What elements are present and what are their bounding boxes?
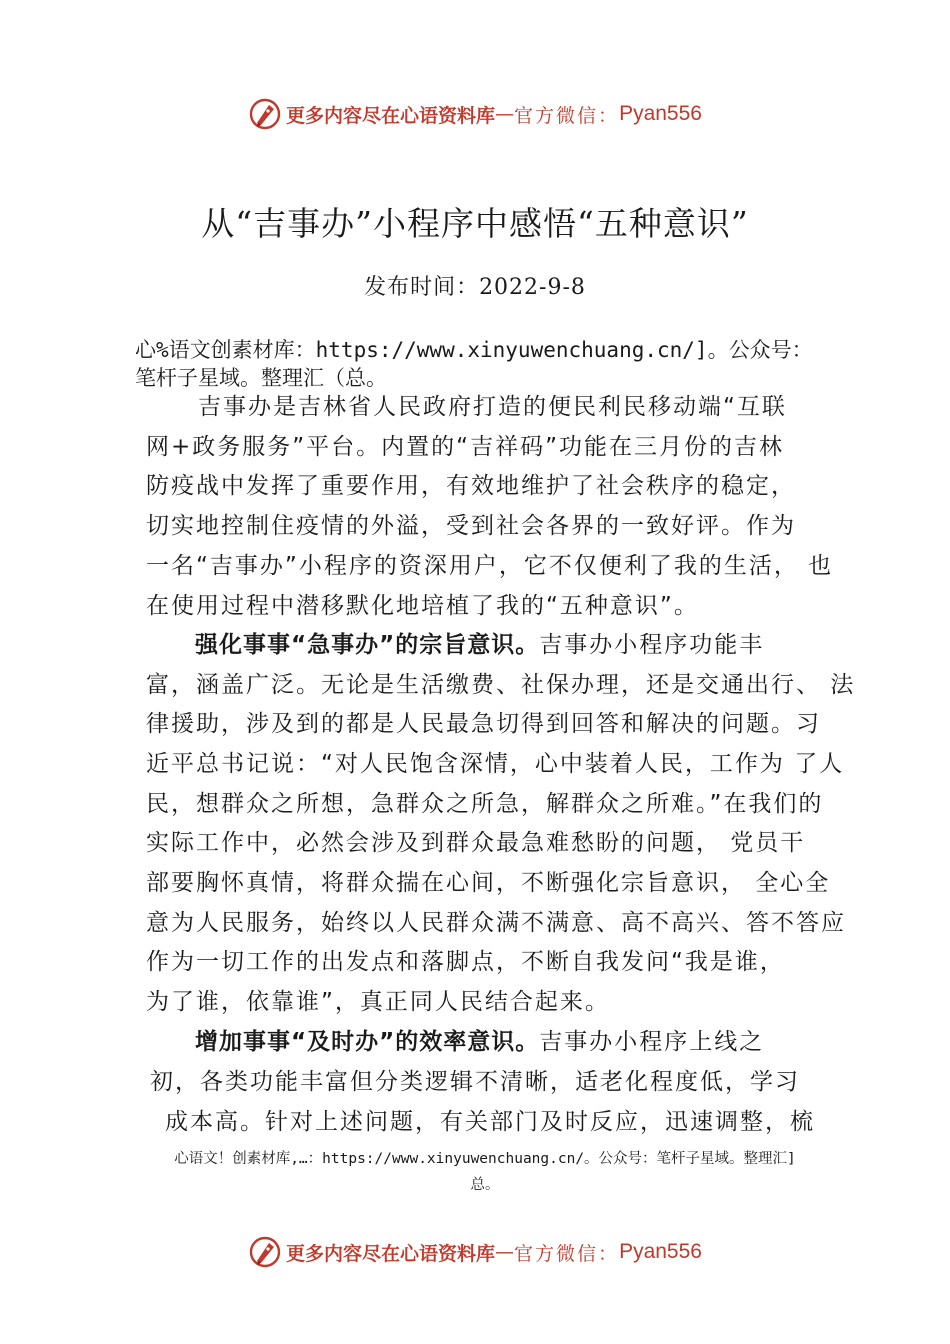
- paragraph-line: 在使用过程中潜移默化地培植了我的“五种意识”。: [146, 593, 699, 619]
- banner-wechat-label: 官方微信：: [514, 1242, 620, 1265]
- section-heading: 增加事事“及时办”的效率意识。: [195, 1029, 540, 1055]
- paragraph-line: 律援助，涉及到的都是人民最急切得到回答和解决的问题。习: [146, 711, 821, 737]
- paragraph-line: 部要胸怀真情，将群众揣在心间，不断强化宗旨意识， 全心全: [146, 870, 831, 896]
- banner-wechat-id: Pyan556: [619, 1240, 702, 1263]
- banner-main-text: 更多内容尽在心语资料库: [286, 104, 496, 127]
- paragraph-line: [195, 630, 764, 660]
- footer-note-line: 总。: [470, 1177, 500, 1193]
- paragraph-line: 成本高。针对上述问题，有关部门及时反应，迅速调整，梳: [165, 1109, 815, 1135]
- footer-source-note: [135, 1146, 835, 1198]
- paragraph-line: 一名“吉事办”小程序的资深用户，它不仅便利了我的生活， 也: [146, 553, 834, 579]
- paragraph-text: 吉事办小程序上线之: [539, 1029, 765, 1055]
- paragraph-line: 初，各类功能丰富但分类逻辑不清晰，适老化程度低，学习: [150, 1069, 800, 1095]
- paragraph-line: 网+政务服务”平台。内置的“吉祥码”功能在三月份的吉林: [146, 434, 785, 460]
- header-banner: [0, 94, 950, 134]
- banner-dash: —: [495, 1241, 515, 1263]
- page-title: 从“吉事办”小程序中感悟“五种意识”: [201, 204, 749, 243]
- paragraph-line: 民，想群众之所想，急群众之所急，解群众之所难。”在我们的: [146, 791, 824, 817]
- banner-main-text: 更多内容尽在心语资料库: [286, 1242, 496, 1265]
- paragraph-line: 为了谁，依靠谁”，真正同人民结合起来。: [146, 989, 610, 1015]
- paragraph-line: 防疫战中发挥了重要作用，有效地维护了社会秩序的稳定，: [146, 473, 796, 499]
- paragraph-line: 作为一切工作的出发点和落脚点，不断自我发问“我是谁，: [146, 949, 785, 975]
- source-note: 心%语文创素材库：https://www.xinyuwenchuang.cn/]。公众号：笔杆子星域。整理汇（总。: [135, 338, 813, 390]
- paragraph-line: 实际工作中，必然会涉及到群众最急难愁盼的问题， 党员干: [146, 830, 806, 856]
- footer-banner: [0, 1232, 950, 1272]
- publish-date: 发布时间：2022-9-8: [364, 275, 586, 300]
- paragraph-line: 吉事办是吉林省人民政府打造的便民利民移动端“互联: [198, 394, 787, 420]
- paragraph-line: 切实地控制住疫情的外溢，受到社会各界的一致好评。作为: [146, 513, 796, 539]
- banner-wechat-label: 官方微信：: [514, 104, 620, 127]
- pen-nib-circle-icon: [248, 97, 282, 131]
- paragraph-text: 吉事办小程序功能丰: [539, 632, 765, 658]
- pen-nib-circle-icon: [248, 1235, 282, 1269]
- banner-wechat-id: Pyan556: [619, 102, 702, 125]
- paragraph-line: 意为人民服务，始终以人民群众满不满意、高不高兴、答不答应: [146, 910, 846, 936]
- section-heading: 强化事事“急事办”的宗旨意识。: [195, 632, 540, 658]
- footer-note-line: 心语文！创素材库,…：https://www.xinyuwenchuang.cn/。公众号：笔杆子星域。整理汇]: [174, 1151, 796, 1167]
- paragraph-line: 富，涵盖广泛。无论是生活缴费、社保办理，还是交通出行、 法: [146, 672, 856, 698]
- paragraph-line: [195, 1027, 764, 1057]
- paragraph-line: 近平总书记说：“对人民饱含深情，心中装着人民，工作为 了人: [146, 751, 845, 777]
- banner-dash: —: [495, 103, 515, 125]
